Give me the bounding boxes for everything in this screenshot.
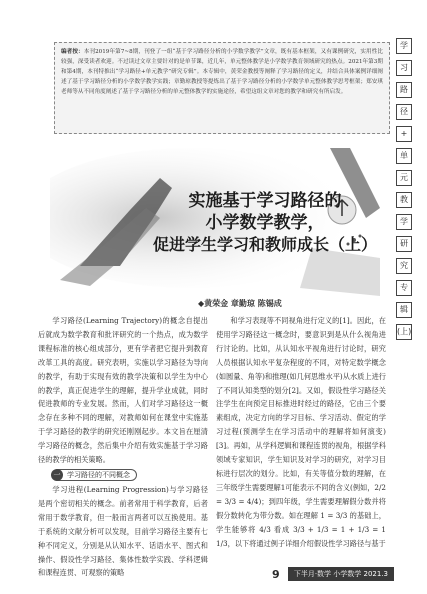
side-tab-char: 辑 <box>396 302 412 318</box>
right-column <box>216 314 386 550</box>
page-number: 9 <box>272 567 280 581</box>
section-heading <box>52 469 137 481</box>
editor-note-box <box>54 42 390 134</box>
side-tab-char: + <box>396 126 412 142</box>
side-tab-char: 单 <box>396 148 412 164</box>
side-tab-char: 元 <box>396 170 412 186</box>
title-hero <box>50 148 380 296</box>
side-tab-char: 研 <box>396 236 412 252</box>
side-tab-char: 学 <box>396 38 412 54</box>
side-tab-char: 路 <box>396 82 412 98</box>
side-tab-char: (上) <box>396 324 412 340</box>
right-paragraph-1: 和学习表现等不同视角进行定义的[1]。因此，在使用学习路径这一概念时，要意识到是从什么视角进行讨论的。比如，从认知水平视角进行讨论时，研究人员根据认知水平复杂程度的不同，对特定数学概念(如圆量、角等)和推理(如几何思维水平)从水质上进行了不同认知类型的划分[2]。又如，假设性学习路径关注学生在向预定目标推进时经过的路径，它由三个要素组成，决定方向的学习目标、学习活动、假定的学习过程(预测学生在学习活动中的理解将如何演变)[3]。再如，从学科逻辑和课程连贯的视角，根据学科领域专家知识，学生知识及对学习的研究，对学习目标进行层次的划分。比如，有关等值分数的理解，在三年级学生需要理解1可能表示不同的含义(例如，2/2 = 3/3 = 4/4)；到四年级，学生需要理解假分数并将假分数转化为带分数。如在理解 1 = 3/3 的基础上，学生能够将 4/3 看成 3/3 + 1/3 = 1 + 1/3 = 1 1/3，以下将通过例子详细介绍假设性学习路径与基于 <box>216 316 386 548</box>
side-tab-char: 究 <box>396 258 412 274</box>
side-tab-char: 学 <box>396 214 412 230</box>
side-tab-char: 专 <box>396 280 412 296</box>
authors-line: ◆黄荣金 章勤琼 陈锡成 <box>198 299 282 308</box>
title-line-2: 小学数学教学， <box>205 213 325 233</box>
page-footer <box>214 566 394 582</box>
editor-note-label: 编者按： <box>61 49 84 55</box>
journal-band: 下半月·数学 小学数学 2021.3 <box>288 567 394 581</box>
title-line-1: 实施基于学习路径的 <box>188 191 342 211</box>
side-tab-char: 教 <box>396 192 412 208</box>
editor-note-text: 本刊2019年第7~8期，刊登了一组“基于学习路径分析的小学数学教学”文章，既有基本框架，又有课例研究，实用性比较强，深受读者欢迎。不过读过文章主要针对的是单节课，近几年，单元整体教学是小学数学教育领域研究的热点。2021年第3期和第4期，本刊特推出“学习路径+单元教学”研究专辑”。本专辑中，黄荣金教授等阐释了学习路径的定义，并结合具体案例详细阐述了基于学习路径分析的小学数学教学实践；章勤琼教授等提炼出了基于学习路径分析的小学数学单元整体教学思考框架；郑安琪老师等从不同角度阐述了基于学习路径分析的单元整体教学的实施途径，希望这组文章对您的教学和研究有所启发。 <box>61 49 383 95</box>
column-side-tab <box>394 38 414 346</box>
left-paragraph-1: 学习路径(Learning Trajectory)的概念自提出后就成为数学教育和批评研究的一个热点，成为数学课程标准的核心组成部分，更有学者把它提升到教育改革工具的高度。研究表明，实施以学习路径为导向的教学，有助于实现有效的教学决策和以学生为中心的教学，真正促进学生的理解，提升学业成就，同时促进教师的专业发展。然而，人们对学习路径这一概念存在多种不同的理解，对教师如何在课堂中实施基于学习路径的教学的研究还刚刚起步。本文旨在厘清学习路径的概念，然后集中介绍有效实施基于学习路径的教学的相关策略。 <box>38 316 208 465</box>
section-number: 一 <box>51 469 63 481</box>
section-title: 学习路径的不同概念 <box>67 470 130 479</box>
article-title <box>140 190 390 256</box>
left-column <box>38 314 208 580</box>
left-paragraph-2: 学习进程(Learning Progression)与学习路径是两个密切相关的概念。前者常用于科学教育，后者常用于数学教育，但一般而言两者可以互换使用。基于系统的文献分析可以发现，目前学习路径主要有七种不同定义，分别是从认知水平、话语水平、图式和操作、假设性学习路径、集体性数学实践、学科逻辑和课程连贯、可观察的策略 <box>38 484 208 578</box>
title-line-3: 促进学生学习和教师成长（上） <box>152 235 377 254</box>
side-tab-char: 习 <box>396 60 412 76</box>
side-tab-char: 径 <box>396 104 412 120</box>
